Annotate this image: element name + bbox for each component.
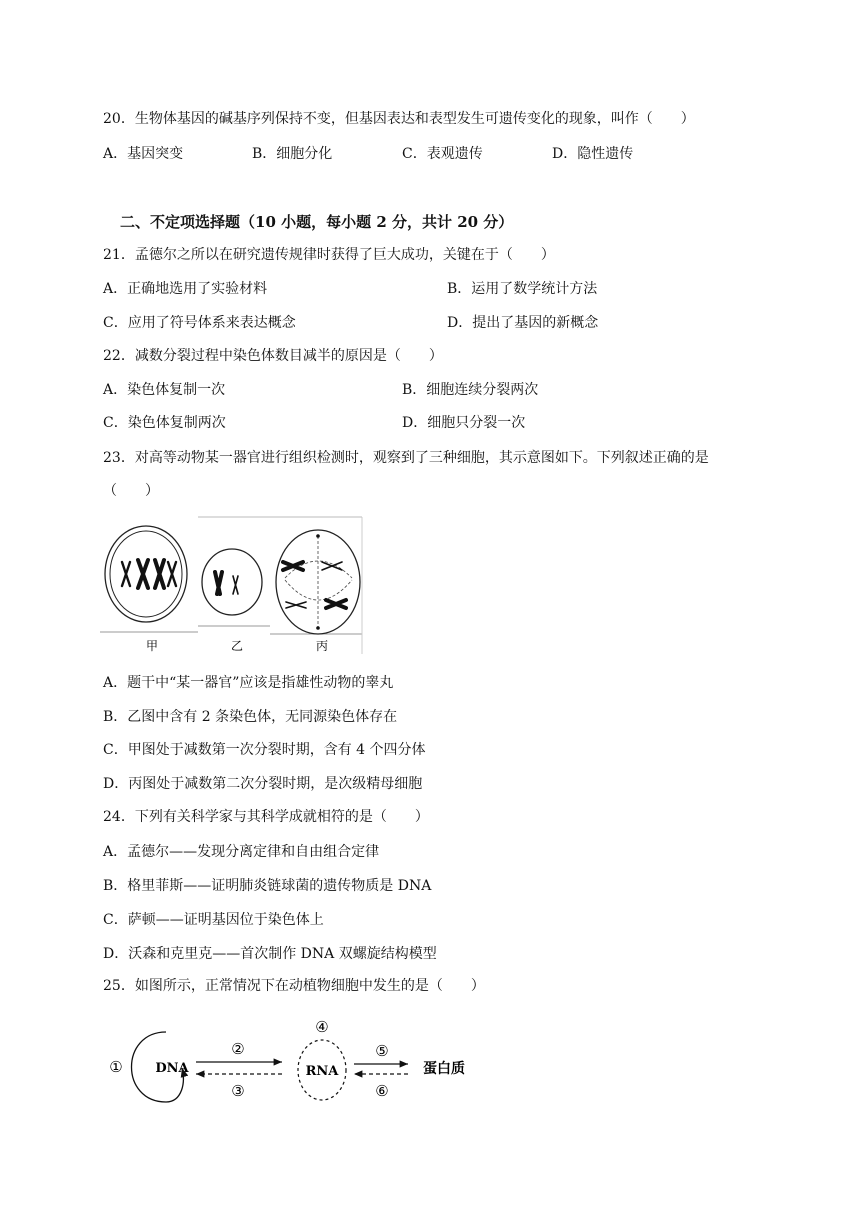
q20-option-c: C．表观遗传 <box>402 146 483 162</box>
marker-6: ⑥ <box>375 1082 389 1100</box>
marker-5: ⑤ <box>375 1042 389 1060</box>
central-dogma-diagram <box>100 1010 480 1110</box>
marker-1: ① <box>109 1058 123 1076</box>
marker-3: ③ <box>231 1082 245 1100</box>
cell-division-figure <box>100 514 366 660</box>
q20-option-b: B．细胞分化 <box>252 146 333 162</box>
q22-option-a: A．染色体复制一次 <box>103 382 226 398</box>
q21-option-c: C．应用了符号体系来表达概念 <box>103 315 296 331</box>
q23-option-a: A．题干中“某一器官”应该是指雄性动物的睾丸 <box>103 675 394 691</box>
q22-stem: 22．减数分裂过程中染色体数目减半的原因是（ ） <box>103 348 443 364</box>
marker-4: ④ <box>315 1018 329 1036</box>
q23-option-c: C．甲图处于减数第一次分裂时期，含有 4 个四分体 <box>103 742 426 758</box>
dna-label: DNA <box>155 1061 189 1076</box>
protein-label: 蛋白质 <box>423 1061 465 1077</box>
rna-label: RNA <box>305 1064 339 1079</box>
label-bing: 丙 <box>315 639 329 653</box>
q22-option-c: C．染色体复制两次 <box>103 415 226 431</box>
label-yi: 乙 <box>230 639 244 653</box>
q21-option-a: A．正确地选用了实验材料 <box>103 281 268 297</box>
marker-2: ② <box>231 1040 245 1058</box>
q20-option-d: D．隐性遗传 <box>552 146 634 162</box>
q24-option-a: A．孟德尔——发现分离定律和自由组合定律 <box>103 844 380 860</box>
q22-option-d: D．细胞只分裂一次 <box>402 415 526 431</box>
section-heading: 二、不定项选择题（10 小题，每小题 2 分，共计 20 分） <box>120 213 514 231</box>
q24-option-c: C．萨顿——证明基因位于染色体上 <box>103 912 324 928</box>
q21-option-d: D．提出了基因的新概念 <box>447 315 599 331</box>
q23-stem-continued: （ ） <box>103 483 159 499</box>
cell-jia <box>105 526 187 622</box>
q20-option-a: A．基因突变 <box>103 146 184 162</box>
label-jia: 甲 <box>145 639 159 653</box>
q23-stem: 23．对高等动物某一器官进行组织检测时，观察到了三种细胞，其示意图如下。下列叙述正确的是 <box>103 450 709 466</box>
q20-stem: 20．生物体基因的碱基序列保持不变，但基因表达和表型发生可遗传变化的现象，叫作（ ） <box>103 111 695 127</box>
cell-yi <box>202 549 262 615</box>
q24-option-b: B．格里菲斯——证明肺炎链球菌的遗传物质是 DNA <box>103 878 432 894</box>
q21-stem: 21．孟德尔之所以在研究遗传规律时获得了巨大成功，关键在于（ ） <box>103 247 555 263</box>
q23-option-d: D．丙图处于减数第二次分裂时期，是次级精母细胞 <box>103 776 423 792</box>
q24-stem: 24．下列有关科学家与其科学成就相符的是（ ） <box>103 809 429 825</box>
q21-option-b: B．运用了数学统计方法 <box>447 281 598 297</box>
cell-bing <box>276 530 360 634</box>
q23-option-b: B．乙图中含有 2 条染色体，无同源染色体存在 <box>103 709 398 725</box>
q25-stem: 25．如图所示，正常情况下在动植物细胞中发生的是（ ） <box>103 978 485 994</box>
q24-option-d: D．沃森和克里克——首次制作 DNA 双螺旋结构模型 <box>103 946 437 962</box>
q22-option-b: B．细胞连续分裂两次 <box>402 382 539 398</box>
